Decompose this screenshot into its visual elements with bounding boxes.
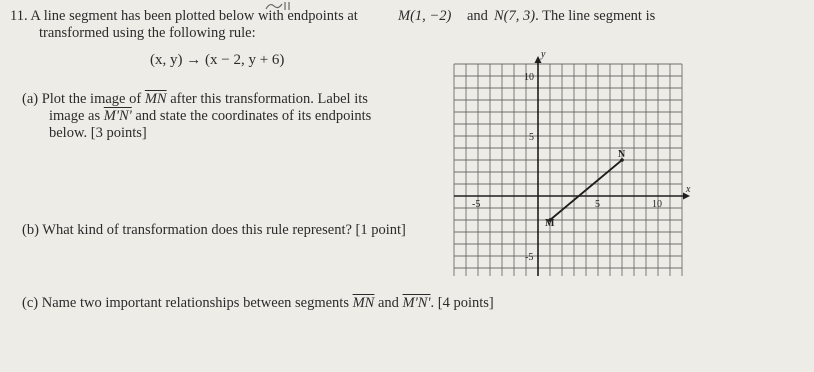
endpoint-n-text: N(7, 3) [494, 8, 536, 24]
tick-label-y-5: 5 [529, 132, 534, 143]
grid-lines [454, 64, 682, 276]
question-intro-line2: transformed using the following rule: [39, 25, 256, 41]
x-axis-label: x [686, 184, 691, 195]
part-a-line1 [22, 91, 368, 108]
question-intro-text: A line segment has been plotted below with endpoints at [30, 8, 358, 24]
intro-line1-end: . The line segment is [535, 8, 656, 24]
part-a-line2 [49, 108, 371, 125]
segment-mn-label: $\overline{MN}$ [144, 91, 167, 107]
part-a-line2-pre: image as [49, 108, 101, 124]
label-m: M [545, 218, 555, 229]
coordinate-grid[interactable] [452, 40, 697, 276]
endpoint-m-text: M(1, −2) [398, 8, 452, 24]
part-c-segment-mn: $\overline{MN}$ [352, 295, 375, 311]
tick-label-x-neg5: -5 [472, 199, 481, 210]
tick-label-x-5: 5 [595, 199, 600, 210]
part-c-and: and [377, 295, 399, 311]
question-header-line1 [10, 8, 358, 25]
axes [454, 56, 690, 276]
label-n: N [618, 149, 626, 160]
question-number: 11. [10, 8, 28, 24]
y-axis-label: y [541, 49, 546, 60]
tick-label-y-10: 10 [524, 72, 534, 83]
part-a-line2-post: and state the coordinates of its endpoints [135, 108, 372, 124]
endpoint-n-expr [494, 8, 655, 25]
and-text: and [467, 8, 488, 24]
part-c-post: . [4 points] [430, 295, 494, 311]
part-c-segment-mpnp: M'N' [402, 295, 431, 311]
part-c-question [22, 295, 494, 312]
part-a-line1-post: after this transformation. Label its [170, 91, 368, 107]
endpoint-m-expr [398, 8, 451, 25]
tick-label-y-neg5: -5 [525, 252, 534, 263]
tick-label-x-10: 10 [652, 199, 662, 210]
transformation-rule: (x, y) → (x − 2, y + 6) [150, 52, 285, 68]
segment-mpnp-label: M'N' [103, 108, 132, 124]
part-a-line3: below. [3 points] [49, 125, 147, 141]
part-a-line1-pre: (a) Plot the image of [22, 91, 142, 107]
part-c-pre: (c) Name two important relationships between segments [22, 295, 349, 311]
segment-mn-plot [545, 149, 626, 229]
part-b-question: (b) What kind of transformation does this rule represent? [1 point] [22, 222, 406, 238]
